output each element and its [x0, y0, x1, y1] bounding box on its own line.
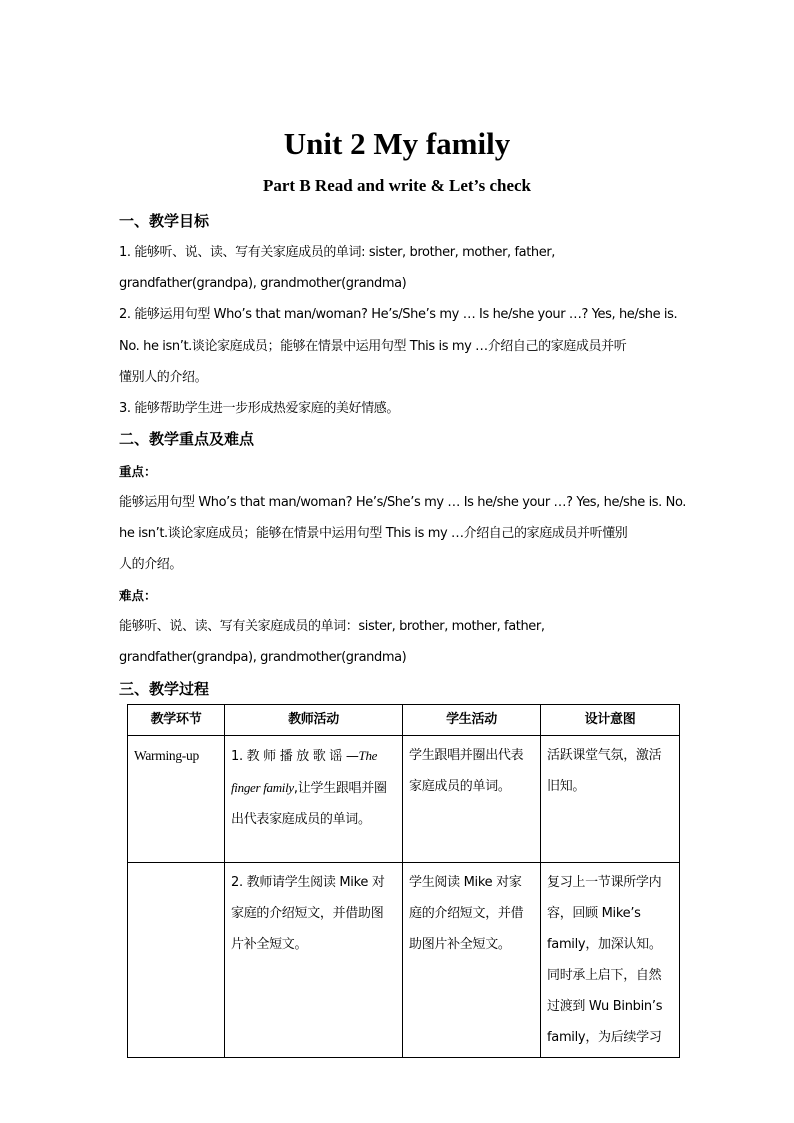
difficult-point-line: 能够听、说、读、写有关家庭成员的单词：sister, brother, mother, father, [119, 619, 545, 634]
section2-heading: 二、教学重点及难点 [119, 430, 255, 448]
key-point-line: 能够运用句型 Who’s that man/woman? He’s/She’s my … Is he/she your …? Yes, he/she is. No. [119, 495, 687, 510]
key-points-label: 重点： [119, 464, 157, 479]
objective-line: 2. 能够运用句型 Who’s that man/woman? He’s/She’s my … Is he/she your …? Yes, he/she is. [119, 307, 678, 322]
stage-cell: Warming-up [128, 736, 225, 863]
teacher-activity-cell: 2. 教师请学生阅读 Mike 对家庭的介绍短文，并借助图片补全短文。 [225, 863, 403, 1058]
objective-line: 3. 能够帮助学生进一步形成热爱家庭的美好情感。 [119, 401, 399, 416]
section1-heading: 一、教学目标 [119, 212, 210, 230]
objective-line: 1. 能够听、说、读、写有关家庭成员的单词: sister, brother, mother, father, [119, 245, 556, 260]
objective-line: No. he isn’t.谈论家庭成员；能够在情景中运用句型 This is my …介绍自己的家庭成员并听 [119, 339, 627, 354]
header-design-purpose: 设计意图 [541, 705, 680, 736]
student-activity-cell: 学生阅读 Mike 对家庭的介绍短文，并借助图片补全短文。 [403, 863, 541, 1058]
stage-cell [128, 863, 225, 1058]
table-row [128, 863, 680, 1058]
header-student-activity: 学生活动 [403, 705, 541, 736]
song-title: The finger family [231, 748, 378, 795]
table-header-row [128, 705, 680, 736]
teacher-activity-text: ,让学生跟唱并圈出代表家庭成员的单词。 [231, 781, 387, 827]
key-point-line: 人的介绍。 [119, 557, 183, 572]
teacher-activity-text: 1. 教 师 播 放 歌 谣 — [231, 749, 359, 764]
objective-line: grandfather(grandpa), grandmother(grandma) [119, 276, 407, 291]
student-activity-cell: 学生跟唱并圈出代表家庭成员的单词。 [403, 736, 541, 863]
teacher-activity-cell [225, 736, 403, 863]
difficult-point-line: grandfather(grandpa), grandmother(grandma) [119, 650, 407, 665]
difficult-points-label: 难点： [119, 588, 157, 603]
header-teacher-activity: 教师活动 [225, 705, 403, 736]
header-stage: 教学环节 [128, 705, 225, 736]
table-row [128, 736, 680, 863]
key-point-line: he isn’t.谈论家庭成员；能够在情景中运用句型 This is my …介绍自己的家庭成员并听懂别 [119, 526, 628, 541]
section3-heading: 三、教学过程 [119, 680, 210, 698]
design-purpose-cell: 活跃课堂气氛，激活旧知。 [541, 736, 680, 863]
document-subtitle: Part B Read and write & Let’s check [262, 176, 531, 195]
document-title: Unit 2 My family [283, 126, 511, 161]
design-purpose-cell: 复习上一节课所学内容，回顾 Mike’s family，加深认知。同时承上启下，自然过渡到 Wu Binbin’s family，为后续学习 [541, 863, 680, 1058]
objective-line: 懂别人的介绍。 [119, 370, 208, 385]
teaching-process-table [127, 704, 680, 1058]
